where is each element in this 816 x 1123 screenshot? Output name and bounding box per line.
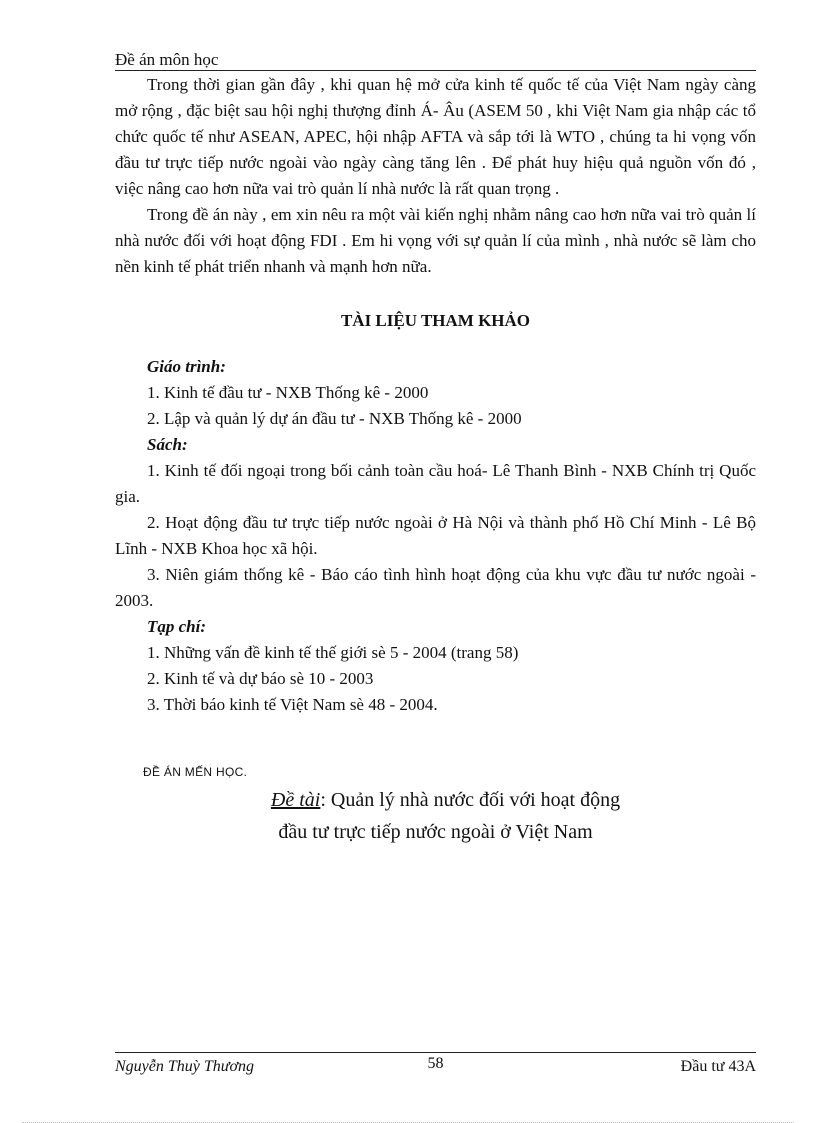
document-body xyxy=(115,72,756,718)
reference-item: 3. Thời báo kinh tế Việt Nam sè 48 - 2004. xyxy=(147,695,438,714)
reference-item: 2. Lập và quản lý dự án đầu tư - NXB Thống kê - 2000 xyxy=(147,409,522,428)
reference-item: 1. Kinh tế đối ngoại trong bối cảnh toàn cầu hoá- Lê Thanh Bình - NXB Chính trị Quốc gia. xyxy=(115,461,756,506)
footer-class: Đầu tư 43A xyxy=(680,1058,756,1075)
books-heading: Sách: xyxy=(147,435,188,454)
reference-item: 2. Hoạt động đầu tư trực tiếp nước ngoài ở Hà Nội và thành phố Hồ Chí Minh - Lê Bộ Lĩnh - NXB Khoa học xã hội. xyxy=(115,513,756,558)
header-divider xyxy=(115,70,756,71)
reference-item: 2. Kinh tế và dự báo sè 10 - 2003 xyxy=(147,669,374,688)
topic-text-1: : Quản lý nhà nước đối với hoạt động xyxy=(320,789,621,811)
footer-page-number: 58 xyxy=(427,1055,444,1072)
references-title: TÀI LIỆU THAM KHẢO xyxy=(340,311,531,330)
journals-heading: Tạp chí: xyxy=(147,617,207,636)
closing-block xyxy=(115,765,756,847)
page-footer xyxy=(115,1055,756,1077)
page-header-title: Đề án môn học xyxy=(115,50,219,69)
footer-divider xyxy=(115,1052,756,1053)
textbooks-heading: Giáo trình: xyxy=(147,357,226,376)
topic-line-1 xyxy=(115,785,756,815)
body-paragraph: Trong đề án này , em xin nêu ra một vài kiến nghị nhằm nâng cao hơn nữa vai trò quản lí nhà nước đối với hoạt động FDI . Em hi vọng với sự quản lí của mình , nhà nước sẽ làm cho nền kinh tế phát triển nhanh và mạnh hơn nữa. xyxy=(115,205,756,276)
reference-item: 1. Kinh tế đầu tư - NXB Thống kê - 2000 xyxy=(147,383,429,402)
topic-line-2: đầu tư trực tiếp nước ngoài ở Việt Nam xyxy=(278,821,593,843)
reference-item: 1. Những vấn đề kinh tế thế giới sè 5 - 2004 (trang 58) xyxy=(147,643,519,662)
topic-label: Đề tài xyxy=(270,789,321,811)
closing-label: ĐỀ ÁN MẾN HỌC. xyxy=(143,765,248,779)
body-paragraph: Trong thời gian gần đây , khi quan hệ mở cửa kinh tế quốc tế của Việt Nam ngày càng mở rộng , đặc biệt sau hội nghị thượng đỉnh Á- Âu (ASEM 50 , khi Việt Nam gia nhập các tổ chức quốc tế như ASEAN, APEC, hội nhập AFTA và sắp tới là WTO , chúng ta hi vọng vốn đầu tư trực tiếp nước ngoài vào ngày càng tăng lên . Để phát huy hiệu quả nguồn vốn đó , việc nâng cao hơn nữa vai trò quản lí nhà nước là rất quan trọng . xyxy=(115,75,756,198)
footer-author: Nguyễn Thuỳ Thương xyxy=(115,1058,255,1075)
reference-item: 3. Niên giám thống kê - Báo cáo tình hình hoạt động của khu vực đầu tư nước ngoài - 2003. xyxy=(115,565,756,610)
